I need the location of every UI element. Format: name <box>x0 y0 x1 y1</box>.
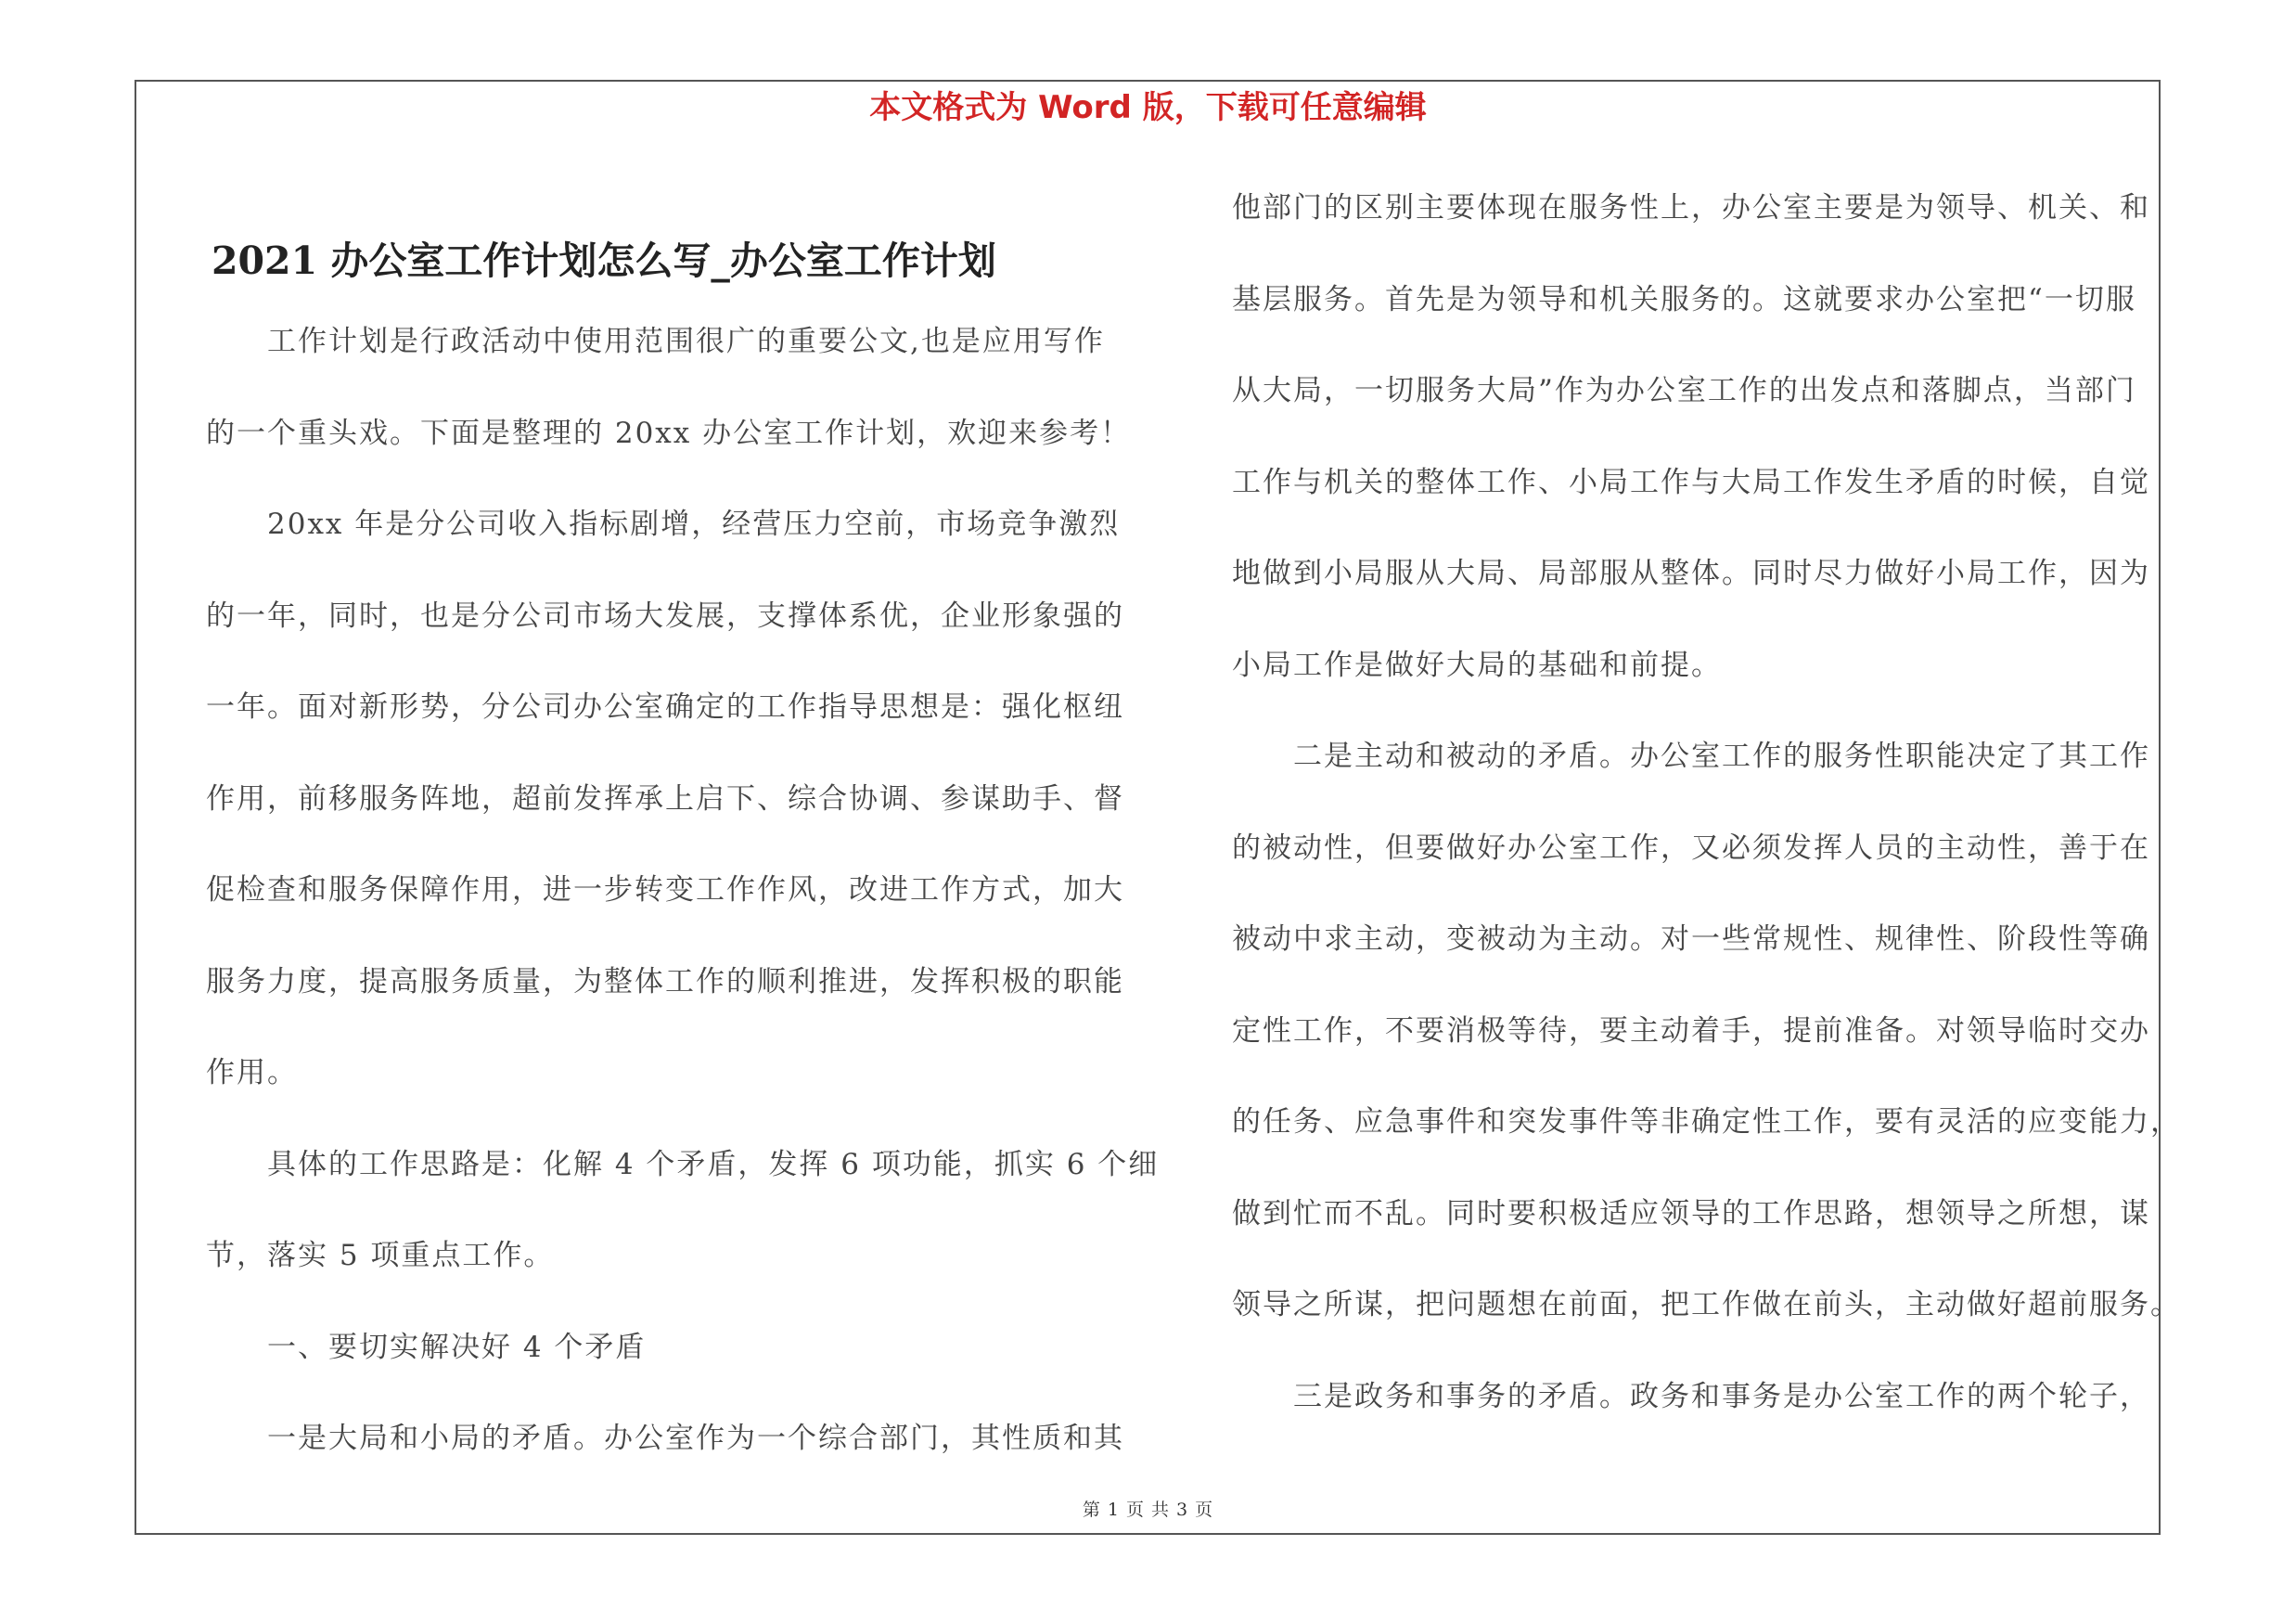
body-line: 从大局，一切服务大局”作为办公室工作的出发点和落脚点，当部门 <box>1232 374 2136 407</box>
body-line: 具体的工作思路是：化解 4 个矛盾，发挥 6 项功能，抓实 6 个细 <box>206 1147 1160 1181</box>
body-line: 基层服务。首先是为领导和机关服务的。这就要求办公室把“一切服 <box>1232 282 2136 316</box>
body-line: 促检查和服务保障作用，进一步转变工作作风，改进工作方式，加大 <box>206 873 1124 907</box>
body-line: 服务力度，提高服务质量，为整体工作的顺利推进，发挥积极的职能 <box>206 964 1124 998</box>
body-line: 作用。 <box>206 1056 298 1089</box>
left-column <box>206 320 1160 1509</box>
body-line: 作用，前移服务阵地，超前发挥承上启下、综合协调、参谋助手、督 <box>206 781 1124 816</box>
right-column <box>1232 187 2181 1466</box>
body-line: 的一年，同时，也是分公司市场大发展，支撑体系优，企业形象强的 <box>206 599 1124 633</box>
section-heading: 一、要切实解决好 4 个矛盾 <box>206 1330 647 1364</box>
body-line: 小局工作是做好大局的基础和前提。 <box>1232 648 1722 682</box>
body-line: 三是政务和事务的矛盾。政务和事务是办公室工作的两个轮子， <box>1232 1379 2150 1413</box>
body-line: 的一个重头戏。下面是整理的 20xx 办公室工作计划，欢迎来参考！ <box>206 416 1132 450</box>
page-number: 第 1 页 共 3 页 <box>1082 1500 1214 1520</box>
body-line: 被动中求主动，变被动为主动。对一些常规性、规律性、阶段性等确 <box>1232 922 2150 956</box>
body-line: 的被动性，但要做好办公室工作，又必须发挥人员的主动性，善于在 <box>1232 831 2150 865</box>
body-line: 做到忙而不乱。同时要积极适应领导的工作思路，想领导之所想，谋 <box>1232 1196 2150 1230</box>
body-line: 地做到小局服从大局、局部服从整体。同时尽力做好小局工作，因为 <box>1232 557 2150 590</box>
body-line: 节，落实 5 项重点工作。 <box>206 1239 555 1272</box>
body-line: 工作与机关的整体工作、小局工作与大局工作发生矛盾的时候，自觉 <box>1232 465 2150 499</box>
body-line: 的任务、应急事件和突发事件等非确定性工作，要有灵活的应变能力， <box>1232 1105 2181 1139</box>
body-line: 定性工作，不要消极等待，要主动着手，提前准备。对领导临时交办 <box>1232 1013 2150 1048</box>
body-line: 他部门的区别主要体现在服务性上，办公室主要是为领导、机关、和 <box>1232 191 2150 225</box>
body-line: 二是主动和被动的矛盾。办公室工作的服务性职能决定了其工作 <box>1232 740 2150 773</box>
body-line: 一年。面对新形势，分公司办公室确定的工作指导思想是：强化枢纽 <box>206 690 1124 724</box>
body-line: 一是大局和小局的矛盾。办公室作为一个综合部门，其性质和其 <box>206 1422 1124 1455</box>
body-line: 工作计划是行政活动中使用范围很广的重要公文,也是应用写作 <box>206 325 1105 358</box>
body-line: 20xx 年是分公司收入指标剧增，经营压力空前，市场竞争激烈 <box>206 508 1121 541</box>
word-format-notice: 本文格式为 Word 版，下载可任意编辑 <box>869 89 1427 126</box>
document-title: 2021 办公室工作计划怎么写_办公室工作计划 <box>212 238 996 284</box>
body-line: 领导之所谋，把问题想在前面，把工作做在前头，主动做好超前服务。 <box>1232 1288 2181 1321</box>
